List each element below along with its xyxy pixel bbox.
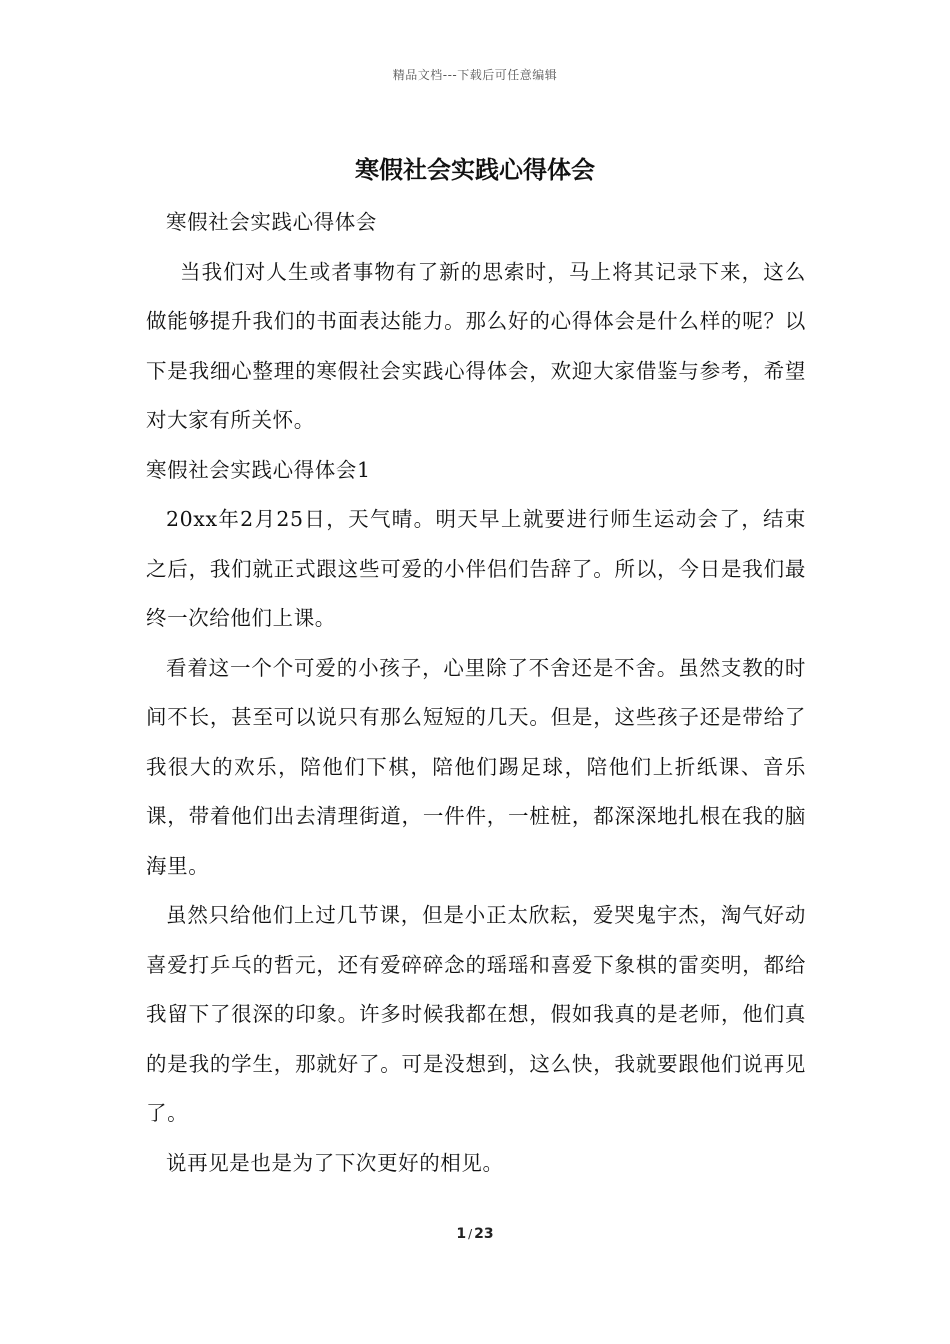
page-header: 精品文档---下载后可任意编辑 bbox=[392, 68, 558, 82]
total-pages: 23 bbox=[474, 1226, 494, 1242]
page-separator: / bbox=[468, 1227, 473, 1241]
section-heading: 寒假社会实践心得体会1 bbox=[146, 457, 371, 482]
intro-paragraph: 当我们对人生或者事物有了新的思索时，马上将其记录下来，这么做能够提升我们的书面表达能力。那么好的心得体会是什么样的呢？以下是我细心整理的寒假社会实践心得体会，欢迎大家借鉴与参考，希望对大家有所关怀。 bbox=[146, 259, 806, 432]
subtitle-paragraph: 寒假社会实践心得体会 bbox=[166, 210, 377, 234]
page-footer bbox=[0, 1226, 950, 1242]
body-paragraph: 虽然只给他们上过几节课，但是小正太欣耘，爱哭鬼宇杰，淘气好动喜爱打乒乓的哲元，还有爱碎碎念的瑶瑶和喜爱下象棋的雷奕明，都给我留下了很深的印象。许多时候我都在想，假如我真的是老师，他们真的是我的学生，那就好了。可是没想到，这么快，我就要跟他们说再见了。 bbox=[146, 903, 806, 1125]
body-paragraph: 看着这一个个可爱的小孩子，心里除了不舍还是不舍。虽然支教的时间不长，甚至可以说只有那么短短的几天。但是，这些孩子还是带给了我很大的欢乐，陪他们下棋，陪他们踢足球，陪他们上折纸课、音乐课，带着他们出去清理街道，一件件，一桩桩，都深深地扎根在我的脑海里。 bbox=[146, 655, 806, 878]
current-page-number: 1 bbox=[456, 1226, 467, 1242]
document-title: 寒假社会实践心得体会 bbox=[355, 155, 595, 184]
document-body bbox=[146, 198, 806, 1188]
body-paragraph: 20xx年2月25日，天气晴。明天早上就要进行师生运动会了，结束之后，我们就正式跟这些可爱的小伴侣们告辞了。所以，今日是我们最终一次给他们上课。 bbox=[146, 507, 806, 630]
body-paragraph: 说再见是也是为了下次更好的相见。 bbox=[166, 1150, 504, 1175]
